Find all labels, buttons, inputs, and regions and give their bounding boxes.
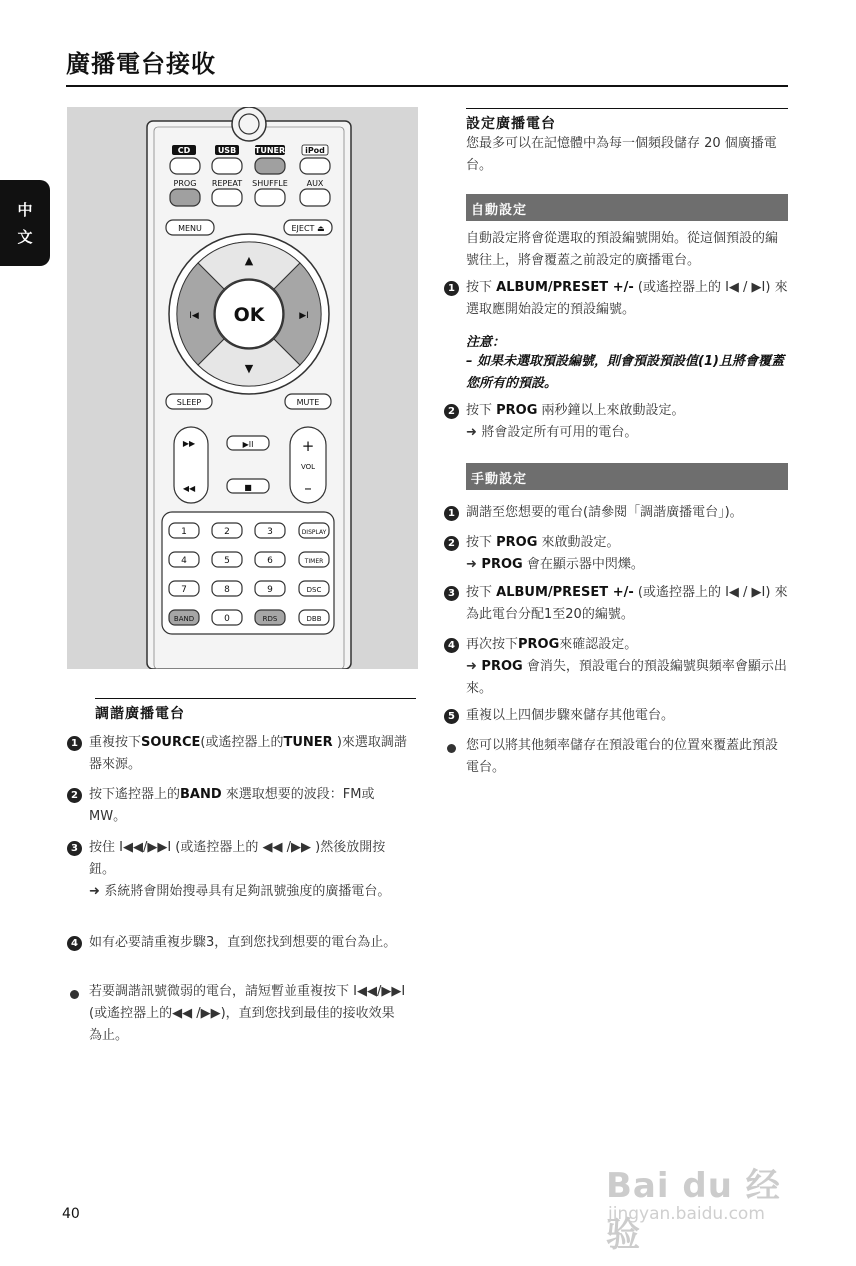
step-number: 2 (67, 788, 82, 803)
step-number-2: 2 (444, 404, 459, 419)
step-number: 1 (444, 506, 459, 521)
key-name: PROG (496, 403, 538, 418)
text-run: 系統將會開始搜尋具有足夠訊號強度的廣播電台。 (104, 884, 391, 899)
text-run: )來選取調諧器來源。 (89, 735, 407, 772)
eject-label: EJECT ⏏ (291, 224, 325, 233)
key-name: ALBUM/PRESET +/- (496, 585, 634, 600)
usb-button[interactable] (212, 158, 242, 174)
prog-label: PROG (173, 179, 197, 188)
page-number: 40 (62, 1206, 80, 1222)
keypad-label-rds: RDS (262, 615, 278, 623)
step-number: 4 (444, 638, 459, 653)
step-text (466, 735, 788, 779)
keypad-label-1: 1 (181, 527, 187, 537)
tuning-heading: 調諧廣播電台 (95, 706, 185, 722)
key-name: ALBUM/PRESET +/- (496, 280, 634, 295)
step-result (466, 656, 788, 700)
key-name: BAND (180, 787, 222, 802)
text-run: 按住 I◀◀/▶▶I (或遙控器上的 ◀◀ /▶▶ )然後放開按鈕。 (89, 840, 386, 877)
note-text: – 如果未選取預設編號，則會預設預設值(1)且將會覆蓋您所有的預設。 (466, 354, 784, 391)
keypad-label-8: 8 (224, 585, 230, 595)
text-run: 按下 (466, 585, 497, 600)
ffwd-icon: ▶▶ (182, 439, 196, 448)
preset-intro: 您最多可以在記憶體中為每一個頻段儲存 20 個廣播電台。 (466, 136, 777, 173)
note-title: 注意： (466, 335, 506, 350)
tuning-rule (95, 698, 416, 699)
auto-setting-bar: 自動設定 (466, 194, 788, 221)
step-text (466, 634, 788, 700)
stop-icon: ■ (244, 483, 252, 492)
step-text (466, 502, 788, 524)
text-run: (或遙控器上的 I◀ / ▶I) 來為此電台分配1至20的編號。 (466, 585, 788, 622)
baidu-watermark (606, 1146, 806, 1255)
auto-setting-intro: 自動設定將會從選取的預設編號開始。從這個預設的編號往上，將會覆蓋之前設定的廣播電台。 (466, 231, 779, 268)
auto-step-2-text (466, 400, 788, 422)
key-name: TUNER (283, 735, 333, 750)
power-button[interactable] (232, 107, 266, 141)
source-label-cd: CD (177, 146, 191, 155)
text-run: 兩秒鐘以上來啟動設定。 (537, 403, 685, 418)
source-label-usb: USB (217, 146, 237, 155)
auto-step-2-result-text: 將會設定所有可用的電台。 (481, 425, 638, 440)
text-run: 來確認設定。 (559, 637, 638, 652)
ipod-button[interactable] (300, 158, 330, 174)
arrow-icon: ➜ (466, 557, 482, 572)
text-run: 調諧至您想要的電台(請參閱「調諧廣播電台」)。 (466, 505, 743, 520)
step-number: 3 (67, 841, 82, 856)
step-text (466, 532, 788, 576)
ok-label: OK (233, 304, 265, 326)
text-run: 您可以將其他頻率儲存在預設電台的位置來覆蓋此預設電台。 (466, 738, 779, 775)
rew-icon: ◀◀ (182, 484, 196, 493)
step-result (466, 554, 788, 576)
vol-minus-icon: – (304, 479, 312, 497)
text-run: 再次按下 (466, 637, 519, 652)
step-number: 5 (444, 709, 459, 724)
key-name: PROG (481, 659, 523, 674)
cd-button[interactable] (170, 158, 200, 174)
vol-plus-icon: + (301, 437, 315, 455)
source-label-tuner: TUNER (254, 146, 286, 155)
text-run: 重複按下 (89, 735, 142, 750)
next-icon: ▶I (299, 311, 309, 321)
language-tab-char-2: 文 (17, 228, 33, 246)
aux-button[interactable] (300, 189, 330, 206)
arrow-icon: ➜ (466, 425, 482, 440)
step-text (466, 582, 788, 626)
step-number: 4 (67, 936, 82, 951)
mute-label: MUTE (296, 398, 320, 407)
vol-label: VOL (300, 463, 316, 471)
step-number: 2 (444, 536, 459, 551)
prev-icon: I◀ (189, 311, 199, 321)
shuffle-label: SHUFFLE (252, 179, 288, 188)
repeat-button[interactable] (212, 189, 242, 206)
key-name: PROG (481, 557, 523, 572)
step-number: 3 (444, 586, 459, 601)
text-run: (或遙控器上的 I◀ / ▶I) 來選取應開始設定的預設編號。 (466, 280, 788, 317)
keypad-label-dbb: DBB (306, 615, 322, 623)
text-run: 按下 (466, 403, 497, 418)
keypad-label-9: 9 (267, 585, 273, 595)
step-text (89, 981, 407, 1047)
text-run: 如有必要請重複步驟3，直到您找到想要的電台為止。 (89, 935, 397, 950)
keypad-label-display: DISPLAY (301, 529, 327, 536)
page-title: 廣播電台接收 (66, 50, 216, 78)
text-run: 來啟動設定。 (537, 535, 620, 550)
step-text (89, 837, 407, 903)
step-text (466, 705, 788, 727)
menu-label: MENU (178, 224, 202, 233)
step-text (89, 732, 407, 776)
up-arrow-icon: ▲ (244, 254, 254, 267)
title-rule (66, 85, 788, 87)
watermark-url: jingyan.baidu.com (608, 1204, 765, 1224)
keypad-label-band: BAND (173, 615, 195, 623)
arrow-icon: ➜ (466, 659, 482, 674)
keypad-label-2: 2 (224, 527, 230, 537)
tuner-button[interactable] (255, 158, 285, 174)
text-run: 會消失，預設電台的預設編號與頻率會顯示出來。 (466, 659, 787, 696)
step-result (89, 881, 407, 903)
auto-step-2-result (466, 422, 788, 444)
step-text (89, 784, 407, 828)
shuffle-button[interactable] (255, 189, 285, 206)
text-run: 若要調諧訊號微弱的電台，請短暫並重複按下 I◀◀/▶▶I (或遙控器上的◀◀ /▶▶)，直到您找到最佳的接收效果為止。 (89, 984, 406, 1043)
keypad-label-5: 5 (224, 556, 230, 566)
aux-label: AUX (306, 179, 324, 188)
arrow-icon: ➜ (89, 884, 105, 899)
keypad-label-4: 4 (181, 556, 187, 566)
remote-control-illustration (67, 107, 418, 669)
text-run: 會在顯示器中閃爍。 (522, 557, 644, 572)
keypad-label-timer: TIMER (304, 558, 324, 565)
text-run: 按下遙控器上的 (89, 787, 181, 802)
preset-rule (466, 108, 788, 109)
text-run: 來選取想要的波段：FM或MW。 (89, 787, 375, 824)
keypad-label-7: 7 (181, 585, 187, 595)
keypad-label-dsc: DSC (306, 586, 322, 594)
preset-heading: 設定廣播電台 (466, 116, 556, 132)
step-number: 1 (67, 736, 82, 751)
keypad-label-0: 0 (224, 614, 230, 624)
keypad-label-3: 3 (267, 527, 273, 537)
text-run: 按下 (466, 535, 497, 550)
source-label-ipod: iPod (305, 146, 325, 155)
text-run: 重複以上四個步驟來儲存其他電台。 (466, 708, 675, 723)
text-run: 按下 (466, 280, 497, 295)
prog-button[interactable] (170, 189, 200, 206)
step-text (89, 932, 407, 954)
step-number-1: 1 (444, 281, 459, 296)
auto-step-1-text (466, 277, 788, 321)
down-arrow-icon: ▼ (244, 362, 254, 375)
text-run: (或遙控器上的 (200, 735, 284, 750)
sleep-label: SLEEP (176, 398, 202, 407)
repeat-label: REPEAT (211, 179, 243, 188)
key-name: PROG (496, 535, 538, 550)
key-name: SOURCE (141, 735, 201, 750)
language-tab (0, 180, 50, 266)
key-name: PROG (518, 637, 560, 652)
bullet-icon (70, 990, 79, 999)
language-tab-char-1: 中 (17, 201, 33, 219)
play-pause-icon: ▶II (242, 440, 254, 449)
manual-setting-bar: 手動設定 (466, 463, 788, 490)
keypad-label-6: 6 (267, 556, 273, 566)
watermark-logo-text: Bai du 经验 (606, 1166, 781, 1255)
bullet-icon (447, 744, 456, 753)
